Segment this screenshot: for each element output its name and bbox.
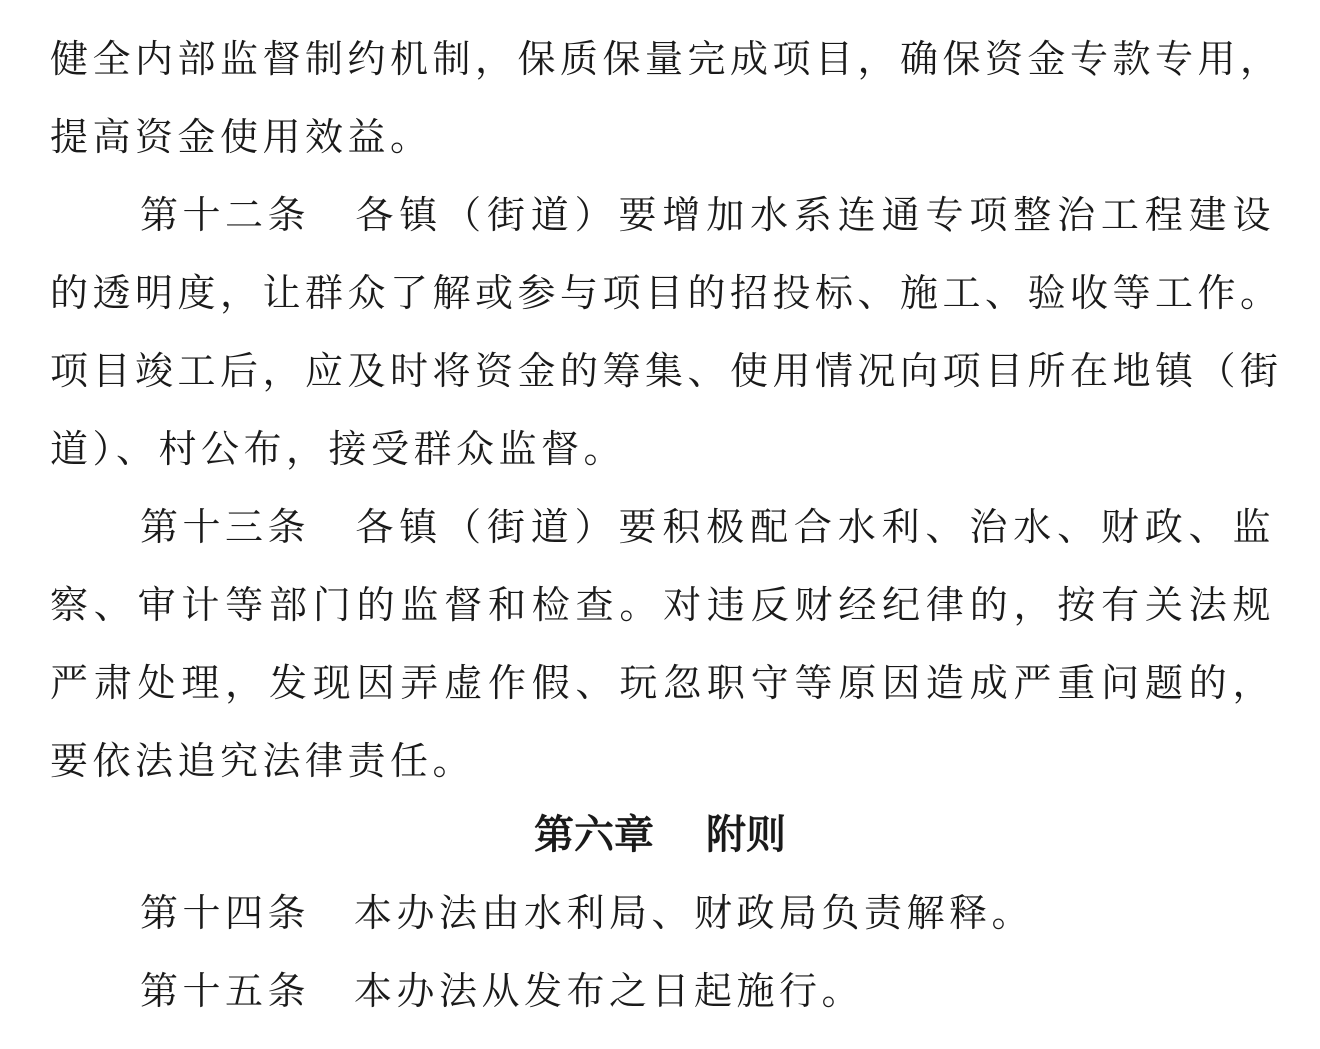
chapter-number: 第六章 — [534, 812, 654, 858]
article-15-text: 本办法从发布之日起施行。 — [354, 969, 865, 1013]
article-14-label: 第十四条 — [140, 891, 311, 935]
article-13-text: 各镇（街道）要积极配合水利、治水、财政、监 — [354, 505, 1275, 549]
article-15 — [140, 952, 1275, 1030]
paragraph-line: 提高资金使用效益。 — [50, 115, 433, 159]
paragraph-line: 健全内部监督制约机制，保质保量完成项目，确保资金专款专用， — [50, 37, 1283, 81]
article-14-text: 本办法由水利局、财政局负责解释。 — [354, 891, 1035, 935]
article-13-line: 察、审计等部门的监督和检查。对违反财经纪律的，按有关法规 — [50, 583, 1275, 627]
article-12-line: 道）、村公布，接受群众监督。 — [50, 427, 627, 471]
article-13-label: 第十三条 — [140, 505, 311, 549]
article-12-line: 的透明度，让群众了解或参与项目的招投标、施工、验收等工作。 — [50, 271, 1283, 315]
article-13-first-line — [140, 488, 1275, 566]
article-12-first-line — [140, 176, 1275, 254]
chapter-heading — [0, 800, 1320, 870]
article-12-line: 项目竣工后，应及时将资金的筹集、使用情况向项目所在地镇（街 — [50, 349, 1283, 393]
article-13-line: 要依法追究法律责任。 — [50, 739, 476, 783]
article-15-label: 第十五条 — [140, 969, 311, 1013]
chapter-title: 附则 — [706, 812, 786, 858]
article-13-line: 严肃处理，发现因弄虚作假、玩忽职守等原因造成严重问题的， — [50, 661, 1275, 705]
article-12-text: 各镇（街道）要增加水系连通专项整治工程建设 — [354, 193, 1275, 237]
article-12-label: 第十二条 — [140, 193, 311, 237]
article-14 — [140, 874, 1275, 952]
